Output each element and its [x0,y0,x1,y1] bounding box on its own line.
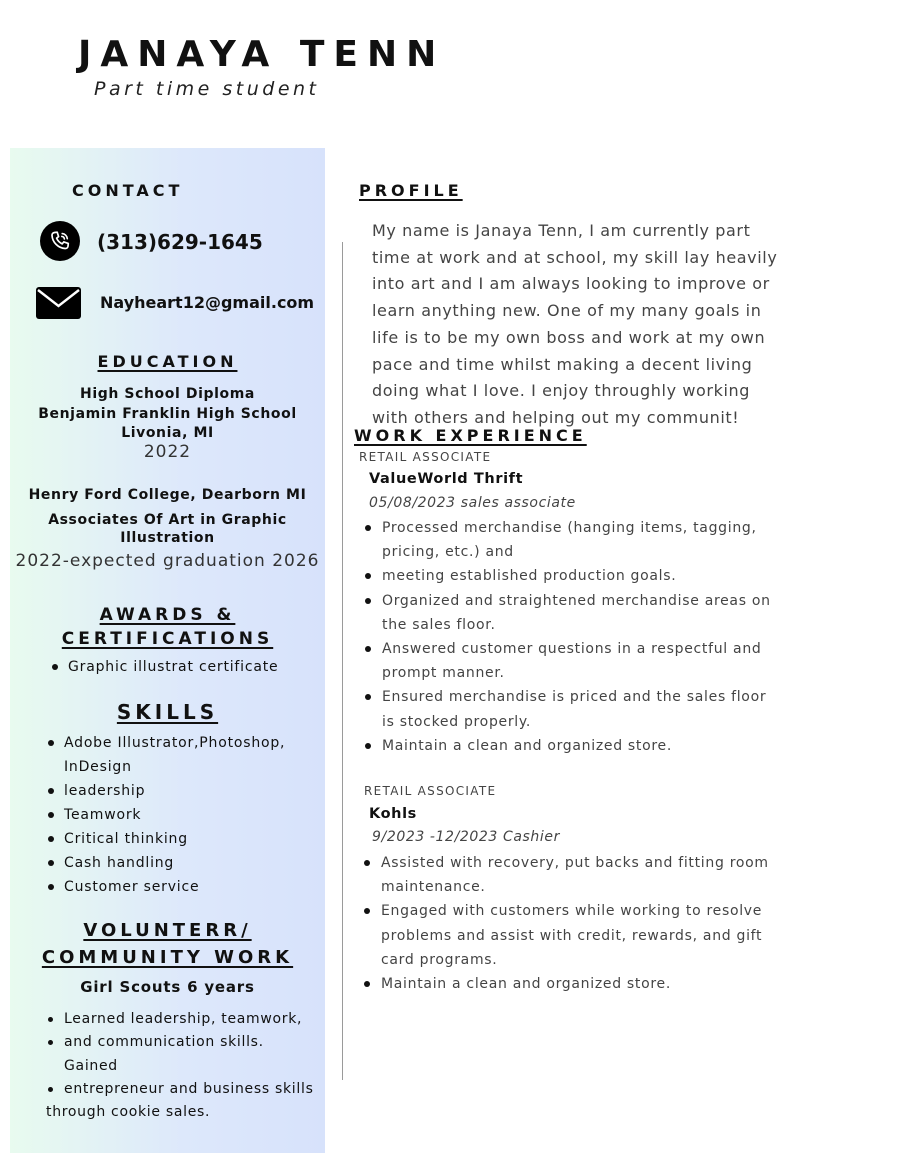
volunteer-line: Gained [64,1057,118,1074]
education-heading: EDUCATION [97,352,238,371]
job-label: RETAIL ASSOCIATE [364,784,497,798]
email-address[interactable]: Nayheart12@gmail.com [100,293,315,312]
school2-degree-line2: Illustration [120,530,215,546]
volunteer-heading-line2: COMMUNITY WORK [41,947,294,968]
job-company: Kohls [369,806,417,822]
job-duty: Engaged with customers while working to resolve problems and assist with credit, rewards, and gift card programs. [363,899,783,972]
job-duty: meeting established production goals. [364,564,784,588]
job-duties-list [363,851,783,996]
awards-list [50,655,278,679]
school1-degree: High School Diploma [80,386,255,402]
job-duty: Maintain a clean and organized store. [363,972,783,996]
profile-text: My name is Janaya Tenn, I am currently part time at work and at school, my skill lay heavily into art and I am always looking to improve or learn anything new. One of my many goals in life is to be my own boss and work at my own pace and time whilst making a decent living doing what I love. I enjoy throughly working with others and helping out my communit! [372,221,778,427]
skill-item-continued: InDesign [64,759,132,775]
skills-heading: SKILLS [116,700,219,724]
school2-name: Henry Ford College, Dearborn MI [28,487,307,503]
job-duty: Assisted with recovery, put backs and fitting room maintenance. [363,851,783,899]
contact-heading: CONTACT [72,181,184,200]
job-duty: Processed merchandise (hanging items, tagging, pricing, etc.) and [364,516,784,564]
job-duties-list [364,516,784,758]
resume-subtitle: Part time student [94,78,320,100]
skill-item: Cash handling [46,851,285,875]
column-divider [342,242,343,1080]
volunteer-list [46,1008,314,1124]
mail-icon [36,287,81,319]
skill-item: Customer service [46,875,285,899]
profile-heading: PROFILE [359,181,463,200]
job-duty: Ensured merchandise is priced and the sales floor is stocked properly. [364,685,784,733]
job-label: RETAIL ASSOCIATE [359,450,492,464]
phone-icon [40,221,80,261]
resume-name: JANAYA TENN [78,34,446,75]
school2-degree-line1: Associates Of Art in Graphic [48,512,287,528]
school1-name: Benjamin Franklin High School [38,406,297,422]
volunteer-heading-line1: VOLUNTERR/ [83,920,252,941]
volunteer-line: through cookie sales. [46,1104,211,1121]
skill-item: Teamwork [46,803,285,827]
phone-number[interactable]: (313)629-1645 [97,230,263,254]
award-item: Graphic illustrat certificate [50,655,278,679]
awards-heading-line1: AWARDS & [99,605,236,625]
job-duty: Organized and straightened merchandise areas on the sales floor. [364,589,784,637]
skill-item: Adobe Illustrator,Photoshop, [46,731,285,755]
school1-year: 2022 [143,442,192,462]
awards-heading-line2: CERTIFICATIONS [61,629,274,649]
job-duty: Maintain a clean and organized store. [364,734,784,758]
job-date: 9/2023 -12/2023 Cashier [372,829,560,845]
skill-item: leadership [46,779,285,803]
work-heading: WORK EXPERIENCE [354,426,587,445]
school2-years: 2022-expected graduation 2026 [15,551,320,571]
volunteer-title: Girl Scouts 6 years [80,978,255,996]
skills-list [46,731,285,899]
job-date: 05/08/2023 sales associate [369,495,576,511]
job-company: ValueWorld Thrift [369,471,524,487]
school1-location: Livonia, MI [121,425,214,441]
volunteer-line: and communication skills. [46,1031,314,1054]
job-duty: Answered customer questions in a respectful and prompt manner. [364,637,784,685]
volunteer-line: entrepreneur and business skills [46,1078,314,1101]
volunteer-line: Learned leadership, teamwork, [46,1008,314,1031]
skill-item: Critical thinking [46,827,285,851]
